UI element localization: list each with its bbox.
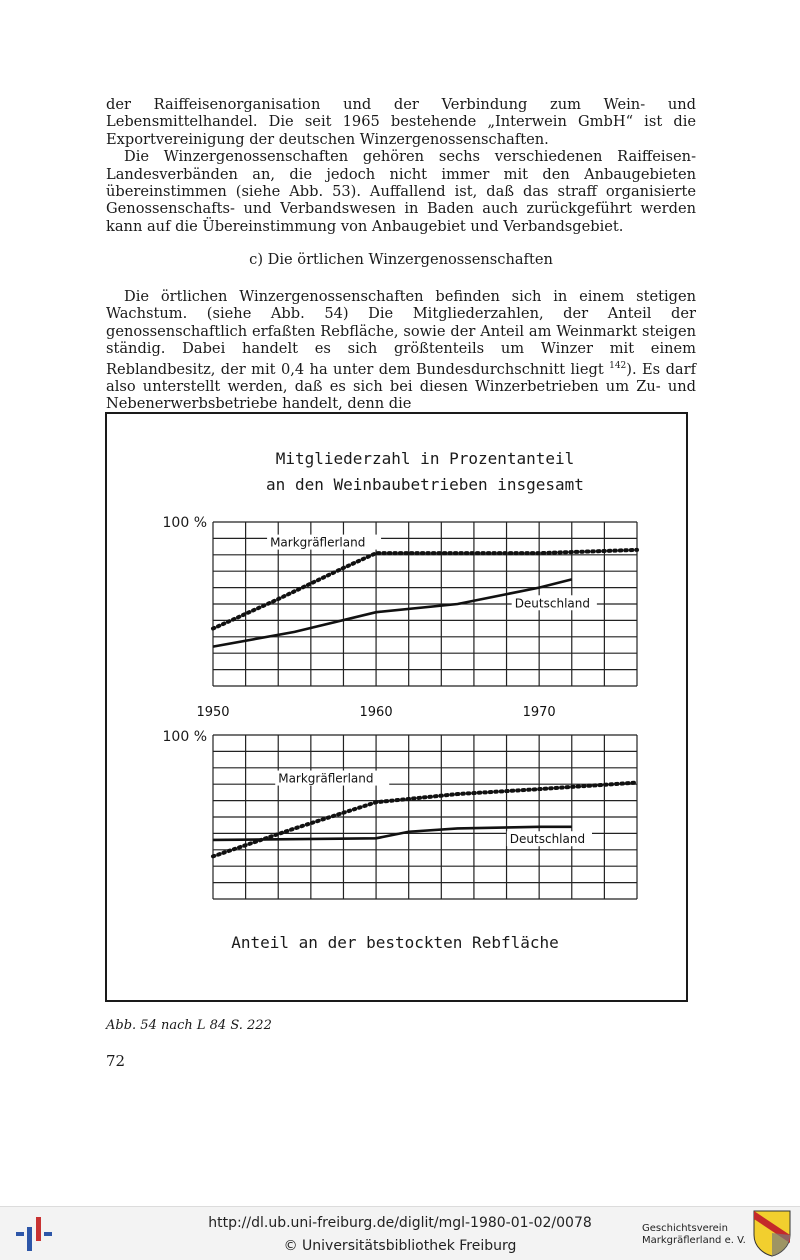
series-label-deutschland: Deutschland — [509, 832, 586, 847]
figure-caption: Abb. 54 nach L 84 S. 222 — [106, 1018, 272, 1033]
paragraph-3-start: Die örtlichen Winzergenossenschaften befinden sich in einem stetigen Wachstum. (siehe Abb. 54) Die Mitgliederzahlen, der Anteil der genossenschaftlich erfaßten Rebfläche, sowie der Anteil am Weinmarkt steigen ständig. Dabei handelt es sich größtenteils um Winzer mit einem Reblandbesitz, der mit 0,4 ha unter dem Bundesdurchschnitt liegt — [106, 288, 696, 378]
x-tick-label: 1950 — [196, 705, 230, 720]
series-label-markgraeflerland: Markgräflerland — [278, 771, 374, 786]
chart2-y-label: 100 % — [162, 729, 207, 745]
coat-of-arms-icon — [752, 1209, 792, 1257]
chart1-x-ticks — [196, 705, 555, 720]
x-tick-label: 1970 — [522, 705, 556, 720]
x-tick-label: 1960 — [359, 705, 393, 720]
society-name — [642, 1223, 746, 1247]
society-name-line-2: Markgräflerland e. V. — [642, 1235, 746, 1246]
body-text-top — [106, 96, 696, 235]
paragraph-3 — [106, 288, 696, 413]
document-url[interactable]: http://dl.ub.uni-freiburg.de/diglit/mgl-1980-01-02/0078 — [208, 1215, 592, 1231]
paragraph-1: der Raiffeisenorganisation und der Verbindung zum Wein- und Lebensmittelhandel. Die seit 1965 bestehende „Interwein GmbH“ ist die Exportvereinigung der deutschen Winzergenossenschaften. — [106, 96, 696, 148]
series-line-markgraeflerland — [213, 550, 637, 629]
body-text-middle — [106, 288, 696, 413]
chart1-subtitle: an den Weinbaubetrieben insgesamt — [266, 475, 584, 494]
society-name-line-1: Geschichtsverein — [642, 1223, 728, 1234]
series-label-markgraeflerland: Markgräflerland — [270, 535, 366, 550]
section-heading: c) Die örtlichen Winzergenossenschaften — [249, 251, 553, 268]
chart2-title: Anteil an der bestockten Rebfläche — [231, 933, 559, 952]
chart1-title: Mitgliederzahl in Prozentanteil — [275, 449, 575, 468]
paragraph-3-end: ). Es darf also unterstellt werden, daß es sich bei diesen Winzerbetrieben um Zu- und Nebenerwerbsbetriebe handelt, denn die — [106, 360, 696, 413]
copyright-notice: © Universitätsbibliothek Freiburg — [283, 1238, 517, 1254]
chart2-plot — [213, 735, 637, 899]
viewer-footer — [0, 1206, 800, 1260]
chart-svg — [107, 414, 690, 1004]
page-number: 72 — [106, 1052, 126, 1070]
chart1-y-label: 100 % — [162, 515, 207, 531]
paragraph-2: Die Winzergenossenschaften gehören sechs verschiedenen Raiffeisen-Landesverbänden an, die jedoch nicht immer mit den Anbaugebieten übereinstimmen (siehe Abb. 53). Auffallend ist, daß das straff organisierte Genossenschafts- und Verbandswesen in Baden auch zurückgeführt werden kann auf die Übereinstimmung von Anbaugebiet und Verbandsgebiet. — [106, 148, 696, 235]
figure-54 — [105, 412, 688, 1002]
series-label-deutschland: Deutschland — [514, 596, 591, 611]
chart1-plot — [213, 522, 637, 686]
footnote-reference: 142 — [609, 360, 627, 371]
